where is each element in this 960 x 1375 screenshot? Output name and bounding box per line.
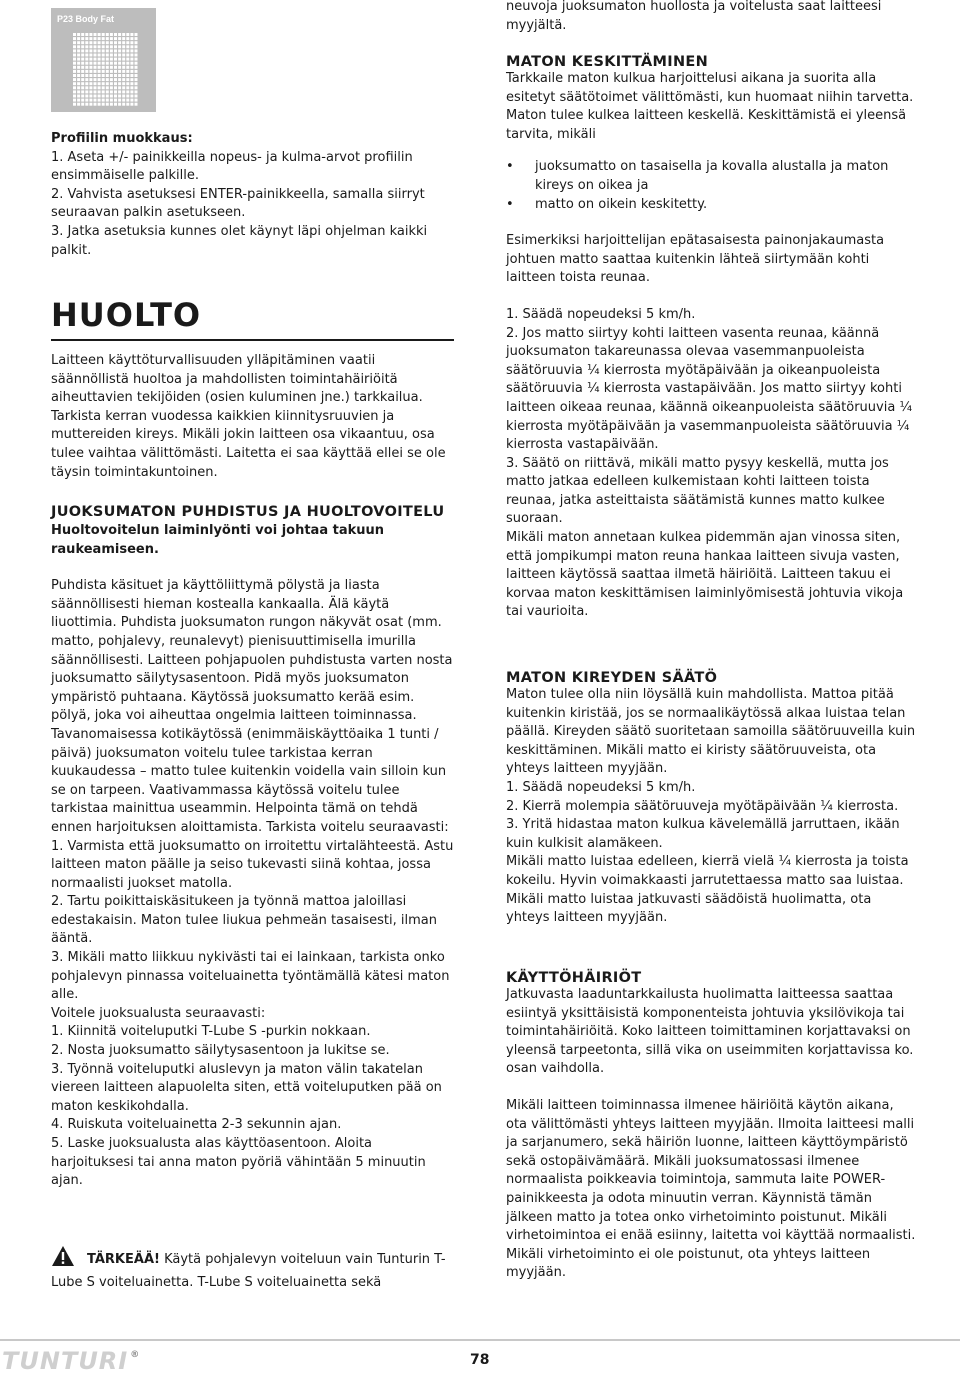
page-number: 78 <box>470 1352 490 1368</box>
profile-name: P23 Body Fat <box>57 14 115 24</box>
profile-edit-text: 1. Aseta +/- painikkeilla nopeus- ja kulma-arvot profiilin ensimmäiselle palkille. 2. Vahvista asetuksesi ENTER-painikkeella, samalla siirryt seuraavan palkin asetukseen. 3. Jatka asetuksia kunnes olet käynyt läpi ohjelman kaikki palkit. <box>51 149 428 258</box>
tension-text: Maton tulee olla niin löysällä kuin mahdollista. Mattoa pitää kuitenkin kiristää, jos se normaalikäytössä alkaa luistaa telan päällä. Kireyden säätö suoritetaan samoilla säätöruuveilla kuin keskittäminen. Mikäli matto ei kiristy säätöruuveista, ota yhteys laitteen myyjään. 1. Säädä nopeudeksi 5 km/h. 2. Kierrä molempia säätöruuveja myötäpäivään ¼ kierrosta. 3. Yritä hidastaa maton kulkua kävelemällä jarruttaen, ikään kuin kulkisit alamäkeen. Mikäli matto luistaa edelleen, kierrä vielä ¼ kierrosta ja toista kokeilu. Hyvin voimakkaasti jarrutettaessa matto saa luistaa. Mikäli matto luistaa jatkuvasti säädöistä huolimatta, ota yhteys laitteen myyjään. <box>506 687 916 926</box>
centering-bullet: • matto on oikein keskitetty. <box>506 196 916 215</box>
malfunctions-section <box>506 970 916 1283</box>
malfunctions-heading: KÄYTTÖHÄIRIÖT <box>506 970 642 986</box>
continued-text-block <box>506 0 916 35</box>
footer-divider <box>0 1339 960 1341</box>
warning-icon <box>51 1245 75 1274</box>
warning-label: TÄRKEÄÄ! <box>87 1252 160 1267</box>
centering-bullets <box>506 158 916 214</box>
tension-heading: MATON KIREYDEN SÄÄTÖ <box>506 670 718 686</box>
malfunctions-text-2: Mikäli laitteen toiminnassa ilmenee häiriöitä käytön aikana, ota välittömästi yhteys laitteen myyjään. Ilmoita laitteesi malli ja sarjanumero, sekä häiriön luonne, laitteen käyttöympäristö sekä ostopäivämäärä. Mikäli juoksumatossasi ilmenee normaalista poikkeavia toimintoja, sammuta laite POWER-painikkeesta ja odota minuutin verran. Käynnistä tämän jälkeen matto ja totea onko virhetoiminto poistunut. Mikäli virhetoimintoa ei enää esiinny, laitetta voi käyttää normaalisti. Mikäli virhetoiminto ei ole poistunut, ota yhteys laitteen myyjään. <box>506 1097 916 1281</box>
centering-steps: 1. Säädä nopeudeksi 5 km/h. 2. Jos matto siirtyy kohti laitteen vasenta reunaa, käännä juoksumaton takareunassa olevaa vasemmanpuoleista säätöruuvia ¼ kierrosta myötäpäivään ja oikeanpuoleista säätöruuvia ¼ kierrosta vastapäivään. Jos matto siirtyy kohti laitteen oikeaa reunaa, käännä oikeanpuoleista säätöruuvia ¼ kierrosta myötäpäivään ja vasemmanpuoleista säätöruuvia ¼ kierrosta vastapäivään. 3. Säätö on riittävä, mikäli matto pysyy keskellä, mutta jos matto jatkaa edelleen kulkemistaan kohti laitteen toista reunaa, jatka asteittaista säätämistä kunnes matto kulkee suoraan. Mikäli maton annetaan kulkea pidemmän ajan vinossa siten, että jompikumpi maton reuna hankaa laitteen sivuja vasten, laitteen käytössä saattaa ilmetä häiriöitä. Laitteen takuu ei korvaa maton keskittämisen laiminlyömisestä johtuvia vikoja tai vaurioita. <box>506 306 913 620</box>
warning-note <box>51 1245 456 1292</box>
cleaning-heading: JUOKSUMATON PUHDISTUS JA HUOLTOVOITELU <box>51 504 445 520</box>
huolto-text: Laitteen käyttöturvallisuuden ylläpitäminen vaatii säännöllistä huoltoa ja mahdollisten toimintahäiriöitä aiheuttavien tekijöiden (osien kuluminen jne.) tarkkailua. Tarkista kerran vuodessa kaikkien kiinnitysruuvien ja muttereiden kireys. Mikäli jokin laitteen osa vikaantuu, osa tulee vaihtaa välittömästi. Laitetta ei saa käyttää ellei se ole täysin toimintakuntoinen. <box>51 353 446 480</box>
tension-section <box>506 670 916 928</box>
profile-edit-heading: Profiilin muokkaus: <box>51 131 193 146</box>
centering-heading: MATON KESKITTÄMINEN <box>506 54 709 70</box>
registered-mark: ® <box>130 1350 141 1360</box>
continued-text: neuvoja juoksumaton huollosta ja voitelusta saat laitteesi myyjältä. <box>506 0 882 33</box>
huolto-title: HUOLTO <box>51 296 202 334</box>
cleaning-section <box>51 504 456 1191</box>
centering-example: Esimerkiksi harjoittelijan epätasaisesta painonjakaumasta johtuen matto saattaa kuitenkin lähteä siirtymään kohti laitteen toista reunaa. <box>506 233 885 286</box>
centering-section <box>506 54 916 622</box>
huolto-section <box>51 352 456 482</box>
centering-intro: Tarkkaile maton kulkua harjoittelusi aikana ja suorita alla esitetyt säätötoimet välittömästi, kun huomaat niihin tarvetta. Maton tulee kulkea laitteen keskellä. Keskittämistä ei yleensä tarvita, mikäli <box>506 71 914 142</box>
huolto-divider <box>51 339 454 341</box>
brand-logo <box>2 1347 140 1375</box>
profile-dot-matrix <box>73 33 139 109</box>
centering-bullet: • juoksumatto on tasaisella ja kovalla alustalla ja maton kireys on oikea ja <box>506 158 916 195</box>
profile-edit-section <box>51 130 456 260</box>
malfunctions-text-1: Jatkuvasta laaduntarkkailusta huolimatta laitteessa saattaa esiintyä yksittäisistä komponenteista johtuvia yksilövikoja tai toimintahäiriöitä. Koko laitteen toimittaminen korjattavaksi on yleensä tarpeetonta, sillä vika on useimmiten korjattavissa ko. osan vaihdolla. <box>506 987 914 1077</box>
brand-logo-text: TUNTURI <box>2 1347 129 1375</box>
cleaning-subheading: Huoltovoitelun laiminlyönti voi johtaa takuun raukeamiseen. <box>51 523 385 557</box>
profile-graphic <box>51 8 156 112</box>
warning-text: Käytä pohjalevyn voiteluun vain Tunturin T-Lube S voiteluainetta. T-Lube S voiteluainetta sekä <box>51 1252 446 1290</box>
cleaning-text: Puhdista käsituet ja käyttöliittymä pölystä ja liasta säännöllisesti hieman kostealla kankaalla. Älä käytä liuottimia. Puhdista juoksumaton rungon näkyvät osat (mm. matto, pohjalevy, reunalevyt) pienisuuttimisella imurilla säännöllisesti. Laitteen pohjapuolen puhdistusta varten nosta juoksumatto säilytysasentoon. Pidä myös juoksumaton ympäristö puhtaana. Käytössä juoksumatto kerää esim. pölyä, joka voi aiheuttaa ongelmia laitteen toiminnassa. Tavanomaisessa kotikäytössä (enimmäiskäyttöaika 1 tunti / päivä) juoksumaton voitelu tulee tarkistaa kerran kuukaudessa – matto tulee kuitenkin voidella vain silloin kun se on tarpeen. Vaativammassa käytössä voitelu tulee tarkistaa mainittua useammin. Helpointa tämä on tehdä ennen harjoituksen aloittamista. Tarkista voitelu seuraavasti: 1. Varmista että juoksumatto on irroitettu virtalähteestä. Astu laitteen maton päälle ja seiso tukevasti siinä kohtaa, jossa normaalisti juokset matolla. 2. Tartu poikittaiskäsitukeen ja työnnä mattoa jaloillasi edestakaisin. Maton tulee liukua pehmeän tasaisesti, ilman ääntä. 3. Mikäli matto liikkuu nykivästi tai ei lainkaan, tarkista onko pohjalevyn pinnassa voiteluainetta työntämällä kätesi maton alle. Voitele juoksualusta seuraavasti: 1. Kiinnitä voiteluputki T-Lube S -purkin nokkaan. 2. Nosta juoksumatto säilytysasentoon ja lukitse se. 3. Työnnä voiteluputki aluslevyn ja maton välin takatelan viereen laitteen alapuolelta siten, että voiteluputken pää on maton keskikohdalla. 4. Ruiskuta voiteluainetta 2-3 sekunnin ajan. 5. Laske juoksualusta alas käyttöasentoon. Aloita harjoituksesi tai anna maton pyöriä vähintään 5 minuutin ajan. <box>51 578 454 1189</box>
